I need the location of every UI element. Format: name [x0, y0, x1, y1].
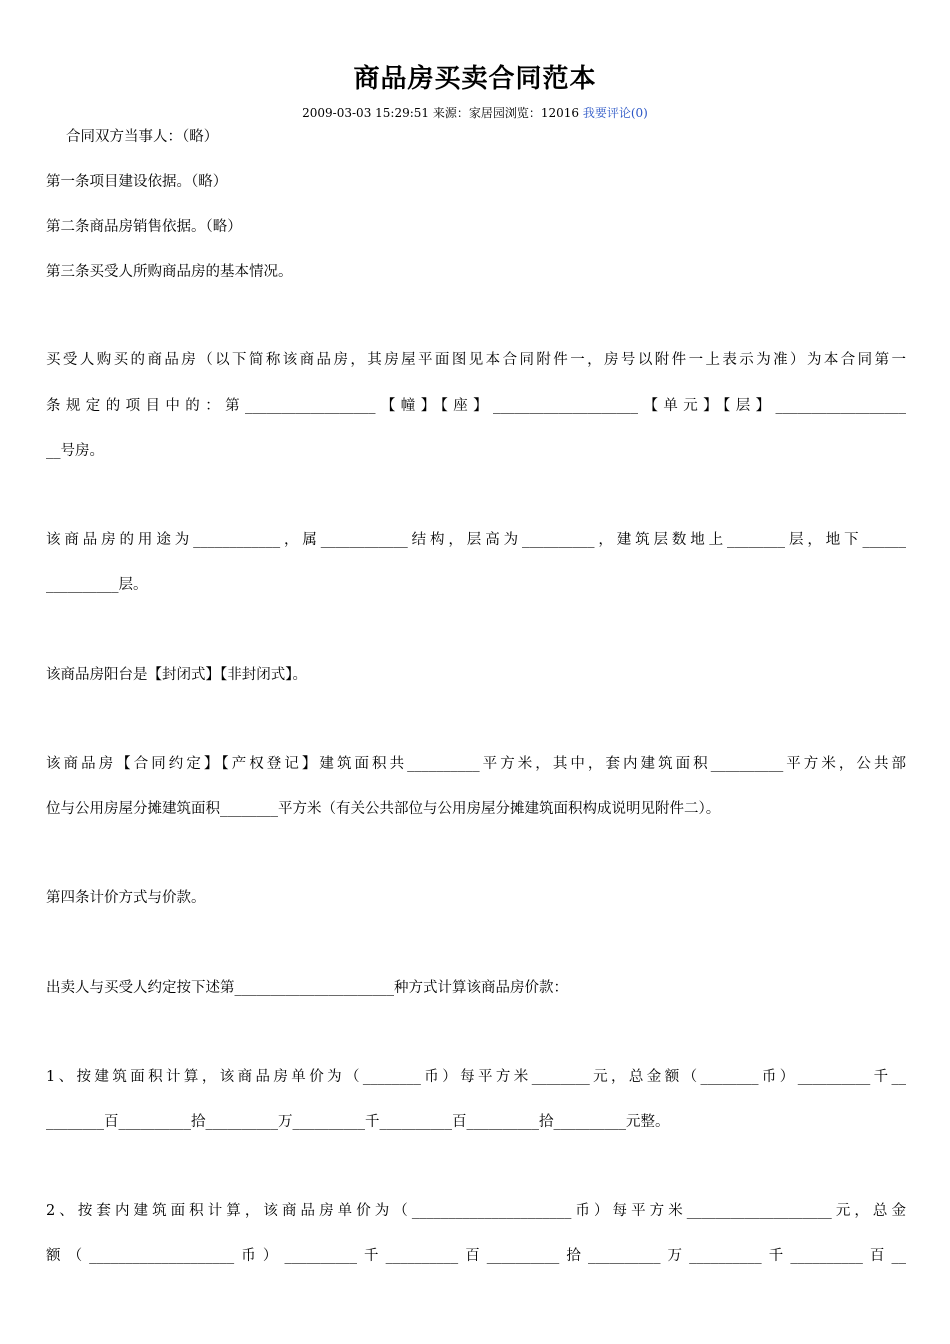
- house-description-line-3: __号房。: [46, 443, 104, 459]
- document-meta: [0, 104, 950, 121]
- document-title: 商品房买卖合同范本: [353, 64, 597, 94]
- house-description-line-1: 买受人购买的商品房（以下简称该商品房，其房屋平面图见本合同附件一，房号以附件一上表示为准）为本合同第一: [46, 352, 906, 368]
- method-1-line-1: 1、按建筑面积计算，该商品房单价为（________币）每平方米________元，总金额（________币）__________千__: [46, 1069, 906, 1085]
- article-3-line: 第三条买受人所购商品房的基本情况。: [46, 264, 293, 280]
- meta-datetime-source-views: 2009-03-03 15:29:51 来源：家居园浏览：12016: [302, 106, 583, 120]
- area-line-1: 该商品房【合同约定】【产权登记】建筑面积共__________平方米，其中，套内建筑面积__________平方米，公共部: [46, 756, 906, 772]
- method-2-line-2: 额（____________________币）__________千__________百__________拾__________万__________千__________百__: [46, 1248, 906, 1264]
- comment-link[interactable]: 我要评论(0): [582, 106, 648, 120]
- article-4-line: 第四条计价方式与价款。: [46, 890, 206, 906]
- balcony-line: 该商品房阳台是【封闭式】【非封闭式】。: [46, 667, 307, 683]
- area-line-2: 位与公用房屋分摊建筑面积________平方米（有关公共部位与公用房屋分摊建筑面积构成说明见附件二）。: [46, 801, 721, 817]
- article-2-line: 第二条商品房销售依据。（略）: [46, 219, 242, 235]
- method-2-line-1: 2、按套内建筑面积计算，该商品房单价为（______________________币）每平方米____________________元，总金: [46, 1203, 906, 1219]
- parties-line: 合同双方当事人：（略）: [66, 129, 219, 145]
- usage-line-1: 该商品房的用途为____________，属____________结构，层高为__________，建筑层数地上________层，地下______: [46, 532, 906, 548]
- usage-line-2: __________层。: [46, 577, 148, 593]
- house-description-line-2: 条规定的项目中的：第__________________【幢】【座】____________________【单元】【层】__________________: [46, 398, 906, 414]
- article-1-line: 第一条项目建设依据。（略）: [46, 174, 228, 190]
- pricing-method-line: 出卖人与买受人约定按下述第______________________种方式计算该商品房价款：: [46, 980, 568, 996]
- method-1-line-2: ________百__________拾__________万__________千__________百__________拾__________元整。: [46, 1114, 670, 1130]
